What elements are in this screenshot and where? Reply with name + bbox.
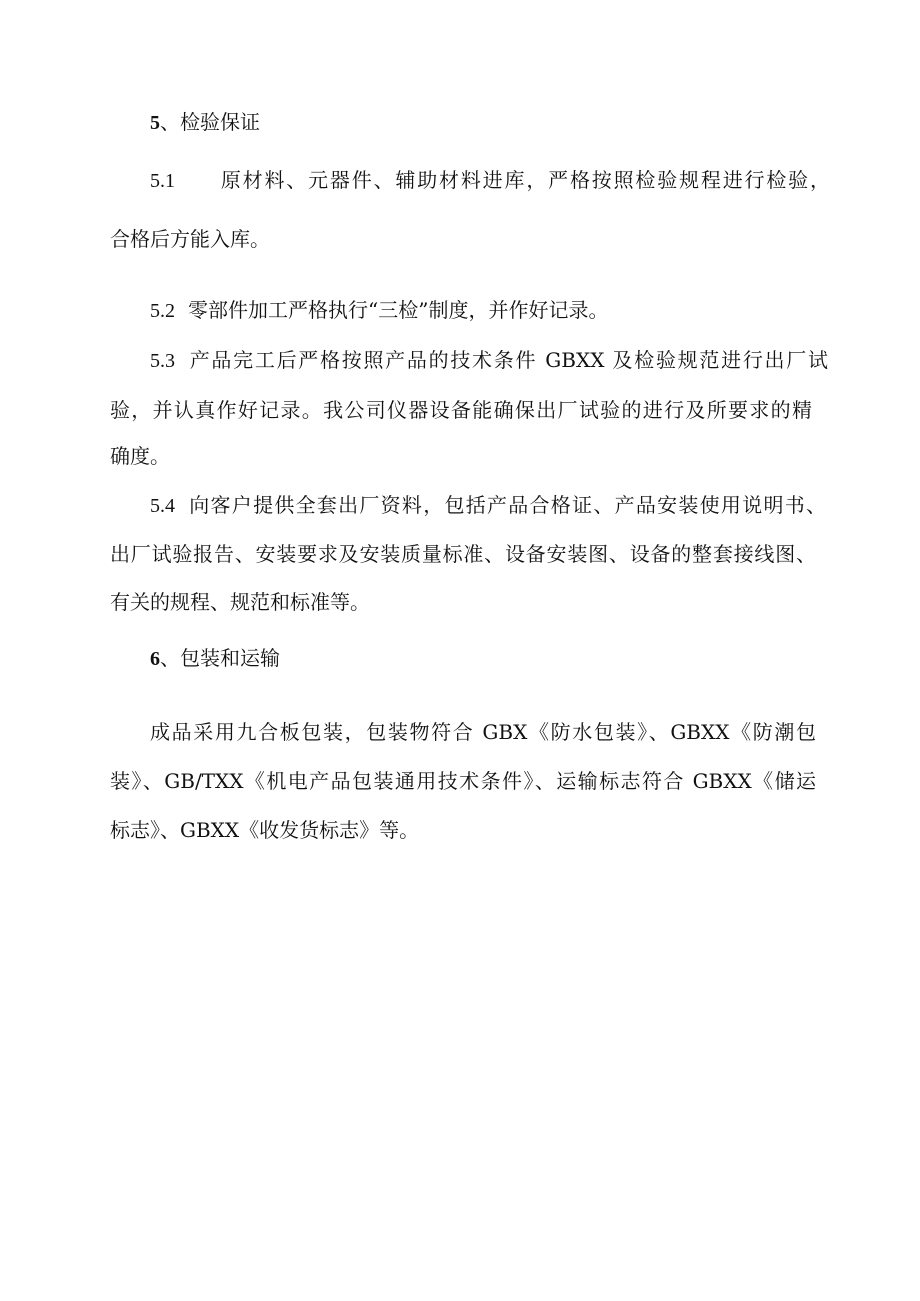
item-5-2-line-1 bbox=[150, 298, 608, 323]
section-6-line-2: 装》、GB/TXX《机电产品包装通用技术条件》、运输标志符合 GBXX《储运 bbox=[110, 769, 816, 793]
item-5-1-text: 原材料、元器件、辅助材料进库，严格按照检验规程进行检验， bbox=[219, 168, 830, 192]
item-5-4-line-1 bbox=[150, 493, 826, 518]
section-5-heading bbox=[150, 110, 260, 135]
section-6-heading bbox=[150, 646, 280, 671]
item-5-4-line-2: 出厂试验报告、安装要求及安装质量标准、设备安装图、设备的整套接线图、 bbox=[110, 542, 816, 566]
section-5-number: 5 bbox=[150, 112, 160, 134]
item-5-3-line-3: 确度。 bbox=[110, 444, 170, 468]
section-6-title: 、包装和运输 bbox=[160, 646, 280, 670]
item-5-1-line-1 bbox=[150, 168, 830, 193]
section-6-line-3: 标志》、GBXX《收发货标志》等。 bbox=[110, 818, 420, 842]
item-5-2-number: 5.2 bbox=[150, 300, 175, 322]
item-5-1-number: 5.1 bbox=[150, 170, 175, 192]
item-5-3-number: 5.3 bbox=[150, 350, 175, 372]
item-5-3-line-1 bbox=[150, 348, 828, 373]
section-6-number: 6 bbox=[150, 648, 160, 670]
item-5-1-line-2: 合格后方能入库。 bbox=[110, 227, 270, 251]
section-5-title: 、检验保证 bbox=[160, 110, 260, 134]
section-6-line-1: 成品采用九合板包装，包装物符合 GBX《防水包装》、GBXX《防潮包 bbox=[150, 720, 816, 744]
item-5-3-line-2: 验，并认真作好记录。我公司仪器设备能确保出厂试验的进行及所要求的精 bbox=[110, 398, 812, 422]
item-5-2-text: 零部件加工严格执行“三检”制度，并作好记录。 bbox=[188, 298, 609, 322]
item-5-4-number: 5.4 bbox=[150, 495, 175, 517]
item-5-4-line-3: 有关的规程、规范和标准等。 bbox=[110, 590, 370, 614]
item-5-3-text: 产品完工后严格按照产品的技术条件 GBXX 及检验规范进行出厂试 bbox=[188, 348, 828, 372]
item-5-4-text: 向客户提供全套出厂资料，包括产品合格证、产品安装使用说明书、 bbox=[188, 493, 826, 517]
